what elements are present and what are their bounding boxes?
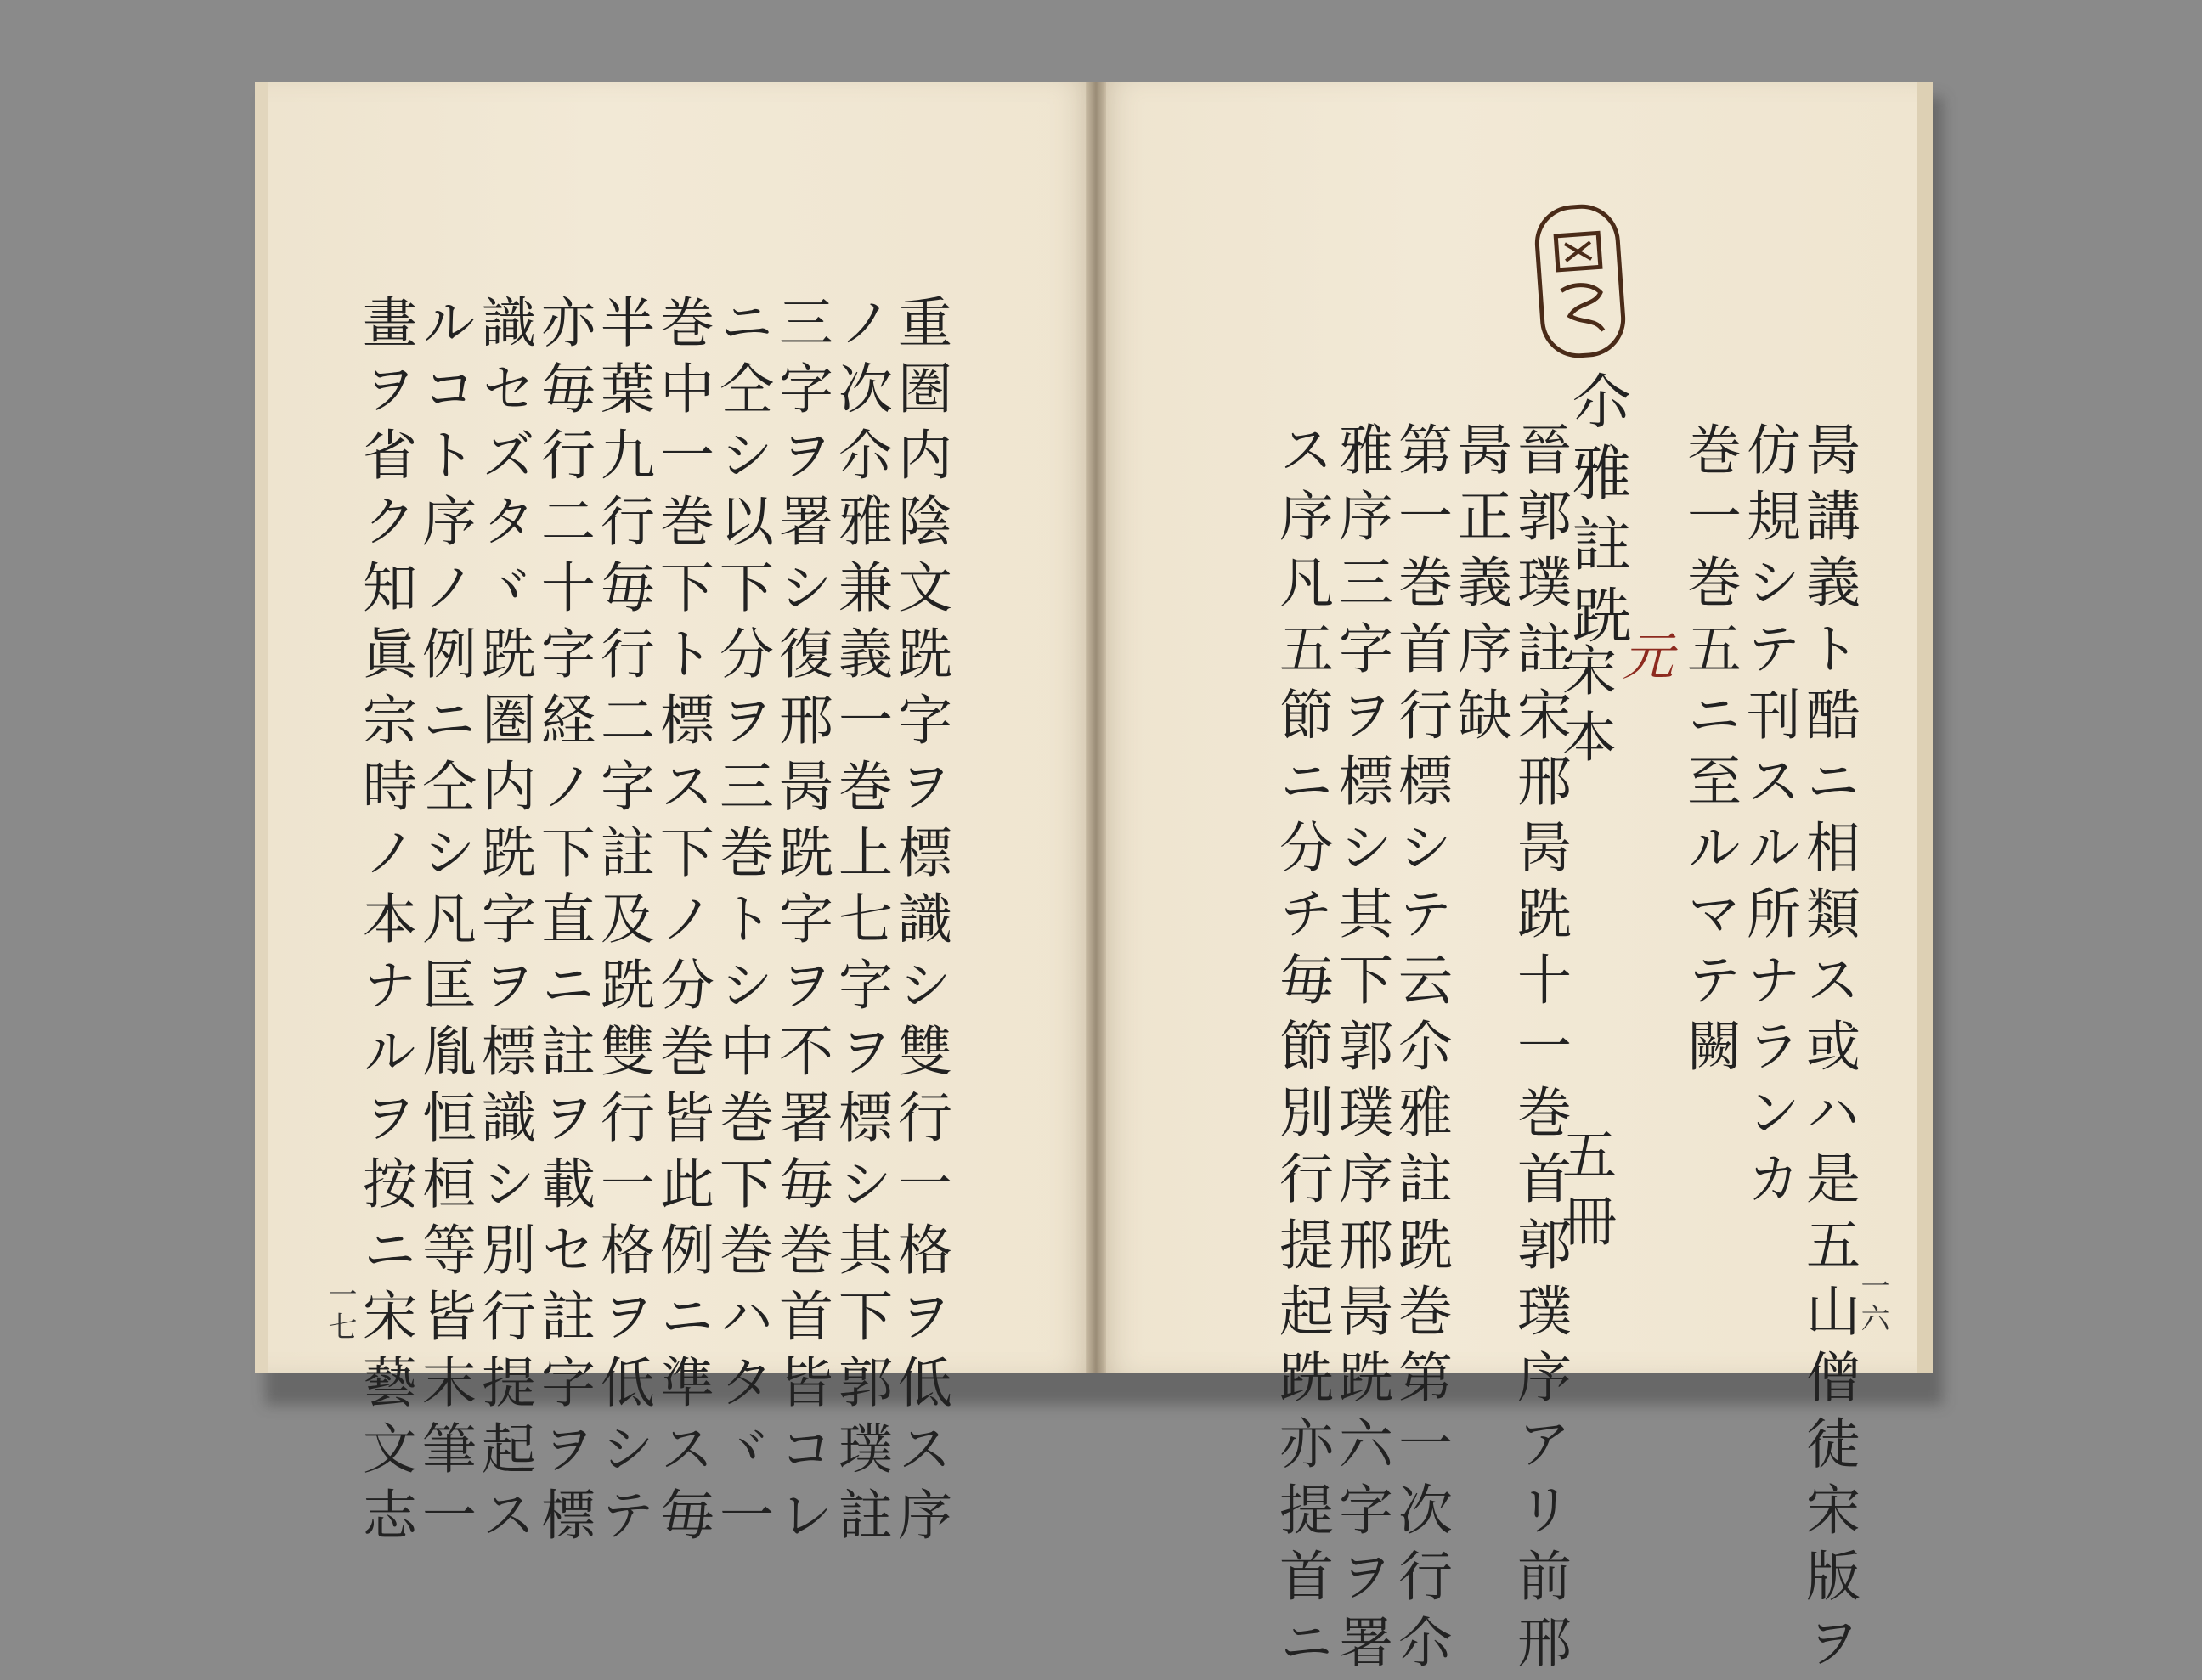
left-col-3: 三字ヲ署シ復邢昺跣字ヲ不署毎巻首皆コレ (770, 294, 833, 1553)
right-col-7: 第一巻首行標シテ云尒雅註跣巻第一次行尒 (1389, 421, 1452, 1680)
right-col-9: ス序凡五節ニ分チ毎節別行提起跣亦提首ニ (1270, 421, 1333, 1680)
right-col-5: 晉郭璞註宋邢昺跣十一巻首郭璞序アリ前邢 (1508, 421, 1571, 1680)
right-page (1096, 82, 1933, 1680)
open-book (255, 82, 1933, 1680)
left-col-4: ニ仝シ以下分ヲ三巻トシ中巻下巻ハタヾ一 (710, 294, 773, 1553)
page-number-right: 一六 (1855, 1271, 1889, 1335)
right-col-3: 巻一巻五ニ至ルマテ闕 (1678, 421, 1741, 1084)
right-col-1: 昺講義ト酷ニ相類ス或ハ是五山僧徒宋版ヲ (1797, 421, 1860, 1680)
left-page (255, 82, 1096, 1553)
right-col-2: 仿規シテ刊スル所ナランカ (1737, 421, 1800, 1216)
edition-label: 宋本 (1553, 642, 1616, 775)
ownership-seal-icon (1533, 202, 1628, 361)
page-number-left: 一七 (323, 1279, 357, 1344)
left-col-9: ルコト序ノ例ニ仝シ凡匡胤恒桓等皆末筆一 (413, 294, 476, 1553)
left-col-7: 亦毎行二十字経ノ下直ニ註ヲ載セ註字ヲ標 (532, 294, 595, 1553)
left-col-1: 重圏内陰文跣字ヲ標識シ雙行一格ヲ低ス序 (889, 294, 951, 1553)
left-col-8: 識セズタヾ跣圏内跣字ヲ標識シ別行提起ス (472, 294, 535, 1553)
right-col-6: 昺正義序缺 (1448, 421, 1511, 753)
red-annotation: 元 (1623, 628, 1674, 687)
entry-title: 尒雅註跣 (1562, 370, 1632, 656)
volume-count: 五冊 (1553, 1126, 1616, 1259)
left-col-10: 畫ヲ省ク知眞宗時ノ本ナルヲ按ニ宋藝文志 (353, 294, 416, 1553)
right-col-8: 雅序三字ヲ標シ其下郭璞序邢昺跣六字ヲ署 (1330, 421, 1392, 1680)
book-gutter (1086, 82, 1106, 1373)
left-col-6: 半葉九行毎行二字註及跣雙行一格ヲ低シテ (591, 294, 654, 1553)
left-col-2: ノ次尒雅兼義一巻上七字ヲ標シ其下郭璞註 (829, 294, 892, 1553)
left-col-5: 巻中一巻下ト標ス下ノ分巻皆此例ニ準ス毎 (651, 294, 714, 1553)
